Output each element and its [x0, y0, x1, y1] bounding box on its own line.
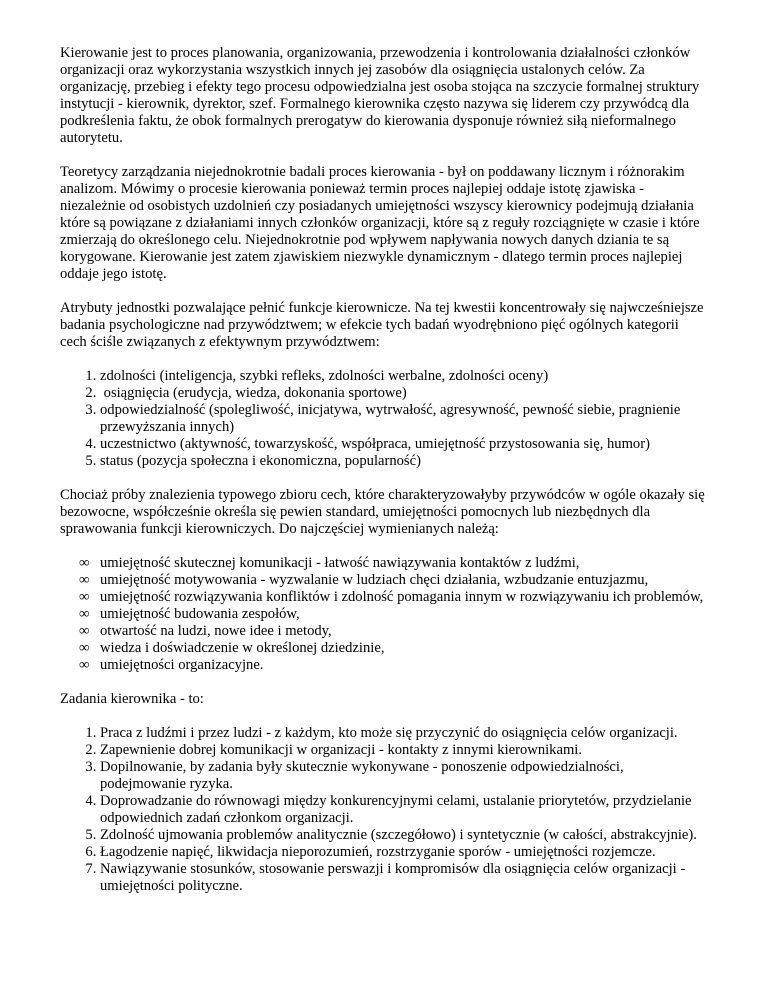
traits-list [60, 368, 708, 470]
infinity-bullet-icon: ∞ [79, 640, 90, 656]
infinity-bullet-icon: ∞ [79, 657, 90, 673]
list-item: ∞ otwartość na ludzi, nowe idee i metody, [79, 623, 332, 639]
list-item: 7. Nawiązywanie stosunków, stosowanie perswazji i kompromisów dla osiągnięcia celów organizacji - umiejętności polityczne. [100, 861, 708, 895]
skills-list [60, 555, 708, 674]
list-item: ∞ umiejętność rozwiązywania konfliktów i zdolność pomagania innym w rozwiązywaniu ich problemów, [79, 589, 704, 605]
list-item: ∞ wiedza i doświadczenie w określonej dziedzinie, [79, 640, 385, 656]
list-item: 5. status (pozycja społeczna i ekonomiczna, popularność) [100, 453, 708, 470]
infinity-bullet-icon: ∞ [79, 555, 90, 571]
list-item: 5. Zdolność ujmowania problemów analitycznie (szczegółowo) i syntetycznie (w całości, abstrakcyjnie). [100, 827, 708, 844]
paragraph-tasks-heading: Zadania kierownika - to: [60, 691, 204, 707]
list-item: 4. Doprowadzanie do równowagi między konkurencyjnymi celami, ustalanie priorytetów, przydzielanie odpowiednich zadań członkom organizacji. [100, 793, 708, 827]
paragraph-definition: Kierowanie jest to proces planowania, organizowania, przewodzenia i kontrolowania działalności członków organizacji oraz wykorzystania wszystkich innych jej zasobów dla osiągnięcia ustalonych celów. Za organizację, przebieg i efekty tego procesu odpowiedzialna jest osoba stojąca na szczycie formalnej struktury instytucji - kierownik, dyrektor, szef. Formalnego kierownika często nazywa się liderem czy przywódcą dla podkreślenia faktu, że obok formalnych prerogatyw do kierowania dysponuje również siłą nieformalnego autorytetu. [60, 45, 700, 146]
list-item: ∞ umiejętności organizacyjne. [79, 657, 264, 673]
paragraph-attributes: Atrybuty jednostki pozwalające pełnić funkcje kierownicze. Na tej kwestii koncentrowały się najwcześniejsze badania psychologiczne nad przywództwem; w efekcie tych badań wyodrębniono pięć ogólnych kategorii cech ściśle związanych z efektywnym przywództwem: [60, 300, 704, 350]
list-item: ∞ umiejętność budowania zespołów, [79, 606, 300, 622]
list-item: 4. uczestnictwo (aktywność, towarzyskość, współpraca, umiejętność przystosowania się, humor) [100, 436, 708, 453]
paragraph-process: Teoretycy zarządzania niejednokrotnie badali proces kierowania - był on poddawany licznym i różnorakim analizom. Mówimy o procesie kierowania ponieważ termin proces najlepiej oddaje istotę zjawiska - niezależnie od osobistych uzdolnień czy posiadanych umiejętności wszyscy kierownicy podejmują działania które są powiązane z działaniami innych członków organizacji, które są z reguły rozciągnięte w czasie i które zmierzają do określonego celu. Niejednokrotnie pod wpływem napływania nowych danych dziania te są korygowane. Kierowanie jest zatem zjawiskiem niezwykle dynamicznym - dlatego termin proces najlepiej oddaje jego istotę. [60, 164, 700, 282]
list-item: 2. osiągnięcia (erudycja, wiedza, dokonania sportowe) [100, 385, 708, 402]
list-item: 6. Łagodzenie napięć, likwidacja nieporozumień, rozstrzyganie sporów - umiejętności rozjemcze. [100, 844, 708, 861]
paragraph-skills-intro: Chociaż próby znalezienia typowego zbioru cech, które charakteryzowałyby przywódców w ogóle okazały się bezowocne, współcześnie określa się pewien standard, umiejętności pomocnych lub niezbędnych dla sprawowania funkcji kierowniczych. Do najczęściej wymienianych należą: [60, 487, 705, 537]
list-item: 1. zdolności (inteligencja, szybki refleks, zdolności werbalne, zdolności oceny) [100, 368, 708, 385]
infinity-bullet-icon: ∞ [79, 606, 90, 622]
list-item: 3. Dopilnowanie, by zadania były skutecznie wykonywane - ponoszenie odpowiedzialności, podejmowanie ryzyka. [100, 759, 708, 793]
list-item: ∞ umiejętność motywowania - wyzwalanie w ludziach chęci działania, wzbudzanie entuzjazmu, [79, 572, 649, 588]
infinity-bullet-icon: ∞ [79, 589, 90, 605]
list-item: 2. Zapewnienie dobrej komunikacji w organizacji - kontakty z innymi kierownikami. [100, 742, 708, 759]
infinity-bullet-icon: ∞ [79, 572, 90, 588]
infinity-bullet-icon: ∞ [79, 623, 90, 639]
list-item: 3. odpowiedzialność (spolegliwość, inicjatywa, wytrwałość, agresywność, pewność siebie, pragnienie przewyższania innych) [100, 402, 708, 436]
tasks-list [60, 725, 708, 895]
list-item: ∞ umiejętność skutecznej komunikacji - łatwość nawiązywania kontaktów z ludźmi, [79, 555, 580, 571]
list-item: 1. Praca z ludźmi i przez ludzi - z każdym, kto może się przyczynić do osiągnięcia celów organizacji. [100, 725, 708, 742]
